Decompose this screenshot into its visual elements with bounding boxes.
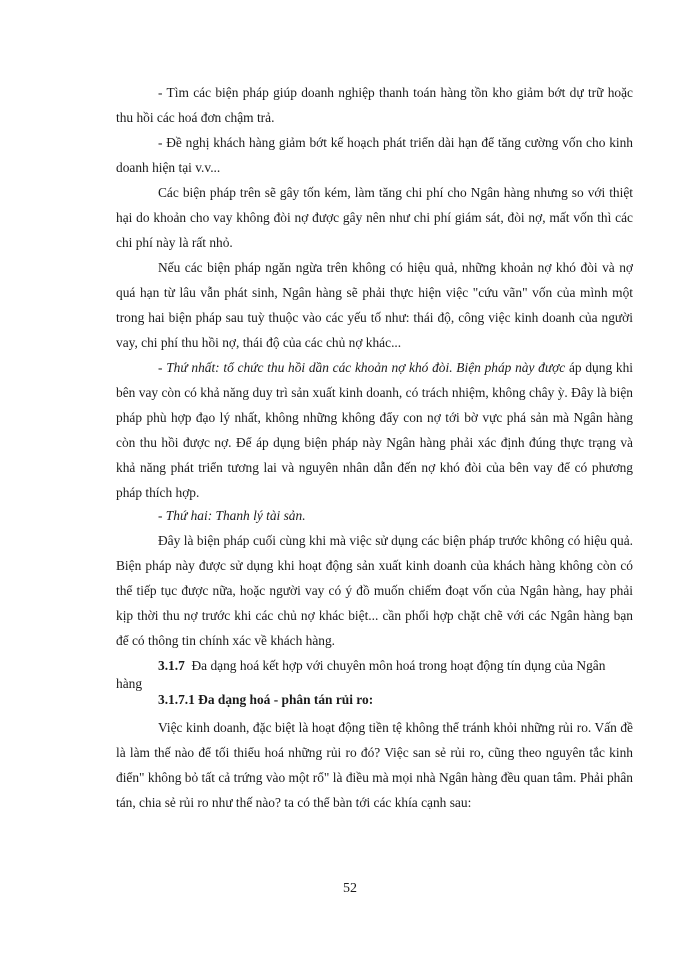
section-title: Đa dạng hoá kết hợp với chuyên môn hoá trong hoạt động tín dụng của Ngân hàng [116, 658, 606, 691]
section-heading-3-1-7 [116, 657, 633, 693]
section-number: 3.1.7 [158, 658, 185, 673]
first-measure-heading: - Thứ nhất: tổ chức thu hồi dần các khoản nợ khó đòi. Biện pháp này được [158, 360, 566, 375]
paragraph-inventory-measure: - Tìm các biện pháp giúp doanh nghiệp thanh toán hàng tồn kho giảm bớt dự trữ hoặc thu hồi các hoá đơn chậm trả. [116, 85, 633, 125]
paragraph-cost-comparison: Các biện pháp trên sẽ gây tốn kém, làm tăng chi phí cho Ngân hàng nhưng so với thiệt hại do khoản cho vay không đòi nợ được gây nên như chi phí giám sát, đòi nợ, mất vốn thì các chi phí này là rất nhỏ. [116, 185, 633, 250]
paragraph-asset-liquidation: Đây là biện pháp cuối cùng khi mà việc sử dụng các biện pháp trước không có hiệu quả. Biện pháp này được sử dụng khi hoạt động sản xuất kinh doanh của khách hàng không còn có thể tiếp tục được nữa, hoặc người vay có ý đồ muốn chiếm đoạt vốn của Ngân hàng, hay phải kịp thời thu nợ trước khi các chủ nợ khác biệt... cần phối hợp chặt chẽ với các Ngân hàng bạn để có thông tin chính xác về khách hàng. [116, 533, 633, 648]
first-measure-body: áp dụng khi bên vay còn có khả năng duy trì sản xuất kinh doanh, có trách nhiệm, không chây ỳ. Đây là biện pháp phù hợp đạo lý nhất, không những không đẩy con nợ tới bờ vực phá sản mà Ngân hàng còn thu hồi được nợ. Để áp dụng biện pháp này Ngân hàng phải xác định đúng thực trạng và khả năng phát triển tương lai và nguyên nhân dẫn đến nợ khó đòi của bên vay để có phương pháp thích hợp. [116, 360, 633, 500]
paragraph-second-measure: - Thứ hai: Thanh lý tài sản. [158, 508, 306, 523]
subsection-heading-3-1-7-1: 3.1.7.1 Đa dạng hoá - phân tán rủi ro: [158, 692, 374, 707]
paragraph-rescue-measures: Nếu các biện pháp ngăn ngừa trên không có hiệu quả, những khoản nợ khó đòi và nợ quá hạn từ lâu vẫn phát sinh, Ngân hàng sẽ phải thực hiện việc "cứu vãn" vốn của mình một trong hai biện pháp sau tuỳ thuộc vào các yếu tố như: thái độ, công việc kinh doanh của người vay, chi phí thu hồi nợ, thái độ của các chủ nợ khác... [116, 260, 633, 350]
paragraph-long-term-plan: - Đề nghị khách hàng giảm bớt kế hoạch phát triển dài hạn để tăng cường vốn cho kinh doanh hiện tại v.v... [116, 135, 633, 175]
paragraph-first-measure [116, 355, 633, 505]
page-number: 52 [343, 881, 357, 896]
paragraph-diversification: Việc kinh doanh, đặc biệt là hoạt động tiền tệ không thể tránh khỏi những rủi ro. Vấn đề là làm thế nào để tối thiểu hoá những rủi ro đó? Việc san sẻ rủi ro, cũng theo nguyên tắc kinh điển" không bỏ tất cả trứng vào một rổ" là điều mà mọi nhà Ngân hàng đều quan tâm. Phải phân tán, chia sẻ rủi ro như thế nào? ta có thể bàn tới các khía cạnh sau: [116, 720, 633, 810]
